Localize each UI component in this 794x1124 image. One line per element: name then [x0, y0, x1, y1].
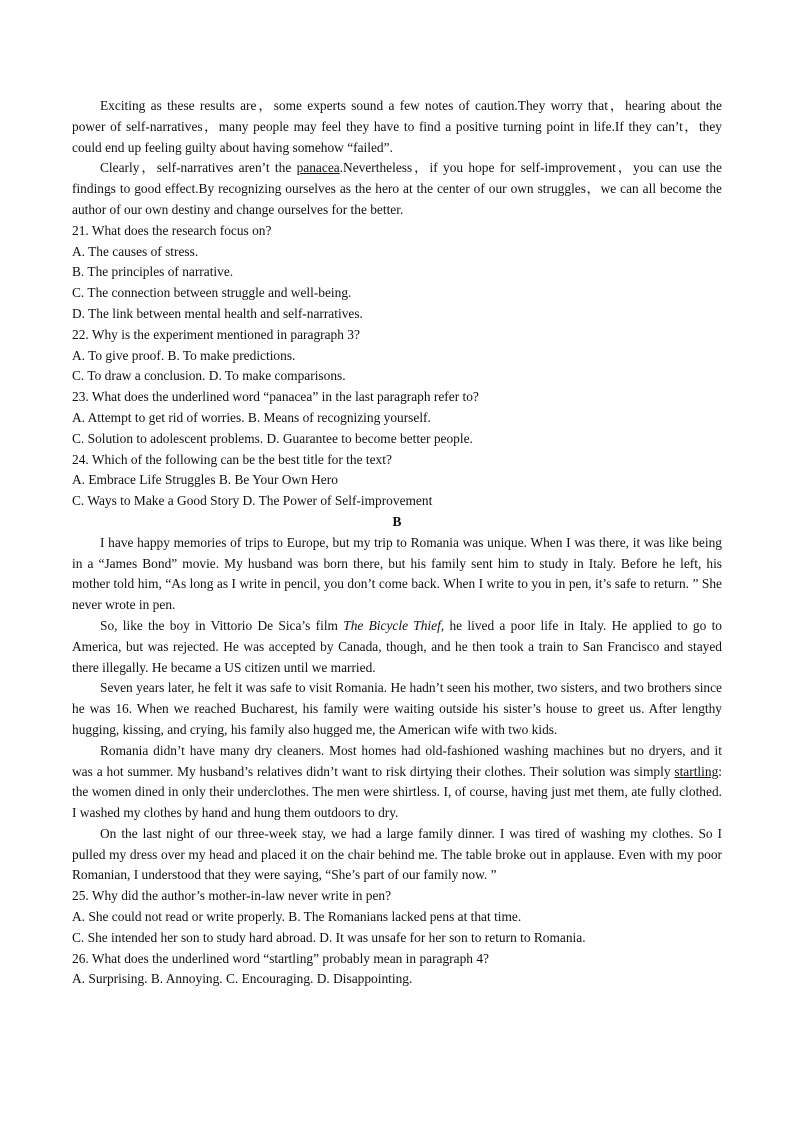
answer-option: A. The causes of stress. — [72, 243, 199, 259]
question-stem: 22. Why is the experiment mentioned in paragraph 3? — [72, 326, 360, 342]
paragraph-text: : the women dined in only their underclothes. The men were shirtless. I, of course, having just met them, ate fully clothed. I washed my clothes by hand and hung them outdoors to dry. — [72, 763, 722, 821]
answer-option: A. Surprising. B. Annoying. C. Encouraging. D. Disappointing. — [72, 971, 413, 987]
question-stem: 26. What does the underlined word “startling” probably mean in paragraph 4? — [72, 950, 489, 966]
answer-option: C. She intended her son to study hard abroad. D. It was unsafe for her son to return to Romania. — [72, 929, 586, 945]
question-stem: 24. Which of the following can be the best title for the text? — [72, 451, 392, 467]
passage-b-paragraph — [72, 616, 722, 678]
passage-a-paragraph: Exciting as these results are，some experts sound a few notes of caution.They worry that，hearing about the power of self-narratives，many people may feel they have to find a positive turning point in life.If they can’t，they could end up feeling guilty about having somehow “failed”. — [72, 98, 722, 155]
answer-option: A. She could not read or write properly. B. The Romanians lacked pens at that time. — [72, 909, 522, 925]
passage-a-paragraph — [72, 158, 722, 220]
section-heading: B — [392, 513, 402, 529]
answer-option: C. To draw a conclusion. D. To make comparisons. — [72, 368, 346, 384]
answer-option: C. Ways to Make a Good Story D. The Power of Self-improvement — [72, 493, 433, 509]
question-stem: 21. What does the research focus on? — [72, 222, 272, 238]
paragraph-text: So, like the boy in Vittorio De Sica’s film — [100, 617, 344, 633]
answer-option: A. Attempt to get rid of worries. B. Means of recognizing yourself. — [72, 409, 431, 425]
answer-option: C. Solution to adolescent problems. D. Guarantee to become better people. — [72, 430, 473, 446]
passage-b-paragraph: On the last night of our three-week stay, we had a large family dinner. I was tired of washing my clothes. So I pulled my dress over my head and placed it on the chair behind me. The table broke out in applause. Even with my poor Romanian, I understood that they were saying, “She’s part of our family now. ” — [72, 825, 722, 883]
underlined-word-panacea: panacea — [296, 160, 340, 176]
answer-option: A. Embrace Life Struggles B. Be Your Own Hero — [72, 472, 338, 488]
answer-option: A. To give proof. B. To make predictions. — [72, 347, 296, 363]
passage-b-paragraph: I have happy memories of trips to Europe, but my trip to Romania was unique. When I was there, it was like being in a “James Bond” movie. My husband was born there, but his family sent him to study in Italy. Before he left, his mother told him, “As long as I write in pencil, you don’t come back. When I write to you in pen, it’s safe to return. ” She never wrote in pen. — [72, 534, 722, 613]
film-title: The Bicycle Thief — [343, 617, 441, 633]
question-stem: 25. Why did the author’s mother-in-law never write in pen? — [72, 888, 392, 904]
document-content — [72, 96, 722, 990]
answer-option: D. The link between mental health and self-narratives. — [72, 305, 363, 321]
paragraph-text: , he lived a poor life in Italy. He applied to go to America, but was rejected. He was accepted by Canada, though, and he then took a train to San Francisco and stayed there illegally. He became a US citizen until we married. — [72, 617, 722, 675]
answer-option: B. The principles of narrative. — [72, 264, 234, 280]
paragraph-text: .Nevertheless，if you hope for self-improvement，you can use the findings to good effect.By recognizing ourselves as the hero at the center of our own struggles，we can all become the author of our own destiny and change ourselves for the better. — [72, 160, 722, 217]
passage-b-paragraph: Seven years later, he felt it was safe to visit Romania. He hadn’t seen his mother, two sisters, and two brothers since he was 16. When we reached Bucharest, his family were waiting outside his sister’s house to greet us. After lengthy hugging, kissing, and crying, his family also hugged me, the American wife with two kids. — [72, 680, 722, 737]
paragraph-text: Romania didn’t have many dry cleaners. Most homes had old-fashioned washing machines but no dryers, and it was a hot summer. My husband’s relatives didn’t want to risk dirtying their clothes. Their solution was simply — [72, 742, 722, 779]
passage-b-paragraph — [72, 741, 722, 824]
underlined-word-startling: startling — [674, 763, 719, 779]
answer-option: C. The connection between struggle and well-being. — [72, 285, 352, 301]
paragraph-text: Clearly，self-narratives aren’t the — [100, 160, 297, 176]
question-stem: 23. What does the underlined word “panacea” in the last paragraph refer to? — [72, 389, 479, 405]
